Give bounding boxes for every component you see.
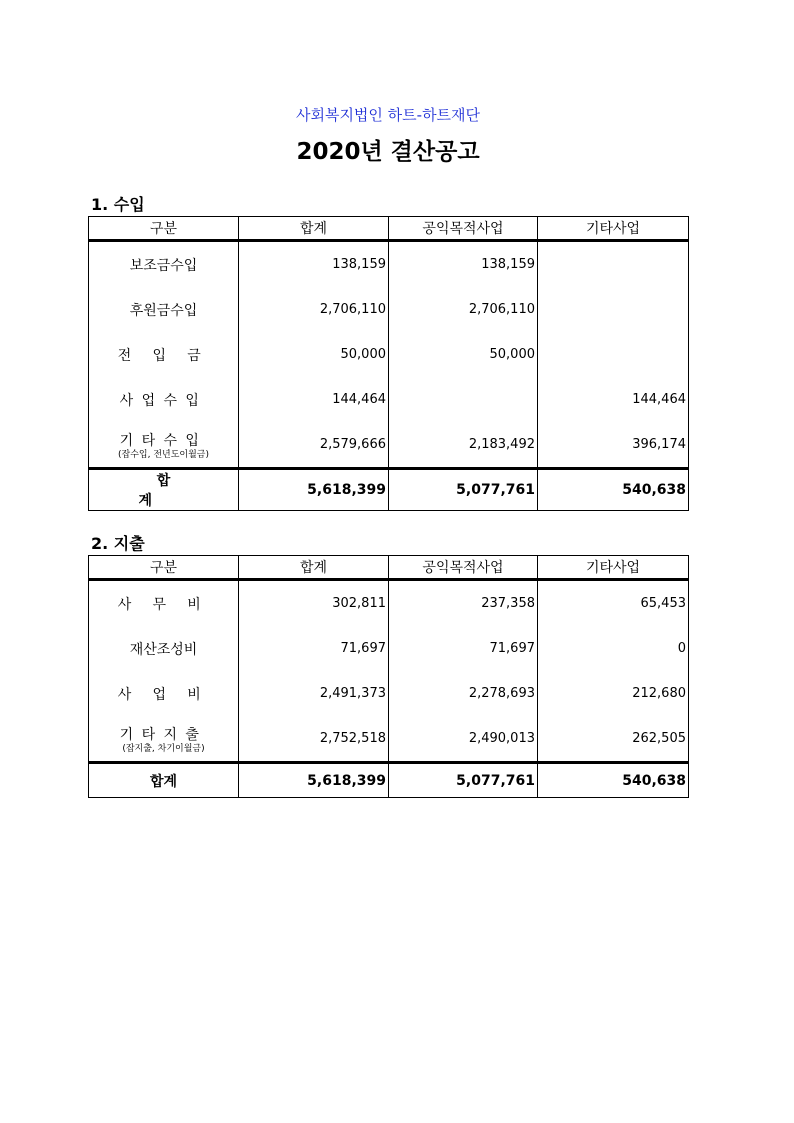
total-other: 540,638 [538, 469, 689, 511]
cell-other: 262,505 [538, 716, 689, 763]
cell-public: 71,697 [389, 626, 538, 671]
table-row [89, 422, 689, 469]
cell-public: 138,159 [389, 241, 538, 288]
total-label [89, 763, 239, 798]
expense-table [88, 555, 689, 798]
row-label-text: 사 업 비 [117, 686, 210, 703]
row-label-text: 사업수입 [119, 392, 208, 409]
header-other-business: 기타사업 [538, 556, 689, 580]
cell-public [389, 377, 538, 422]
row-label-text: 기타수입 [119, 432, 208, 449]
cell-public: 2,490,013 [389, 716, 538, 763]
header-category: 구분 [89, 556, 239, 580]
row-label-text: 재산조성비 [129, 641, 198, 658]
cell-other [538, 287, 689, 332]
total-label [89, 469, 239, 511]
row-label [89, 332, 239, 377]
row-label-text: 보조금수입 [129, 257, 198, 274]
cell-total: 50,000 [239, 332, 389, 377]
total-sum: 5,618,399 [239, 763, 389, 798]
cell-other: 0 [538, 626, 689, 671]
cell-total: 2,752,518 [239, 716, 389, 763]
total-public: 5,077,761 [389, 469, 538, 511]
total-row [89, 469, 689, 511]
row-label-text: 후원금수입 [129, 302, 198, 319]
total-label-text: 합계 [149, 773, 178, 790]
row-label [89, 671, 239, 716]
total-sum: 5,618,399 [239, 469, 389, 511]
cell-public: 2,278,693 [389, 671, 538, 716]
cell-public: 50,000 [389, 332, 538, 377]
header-public-business: 공익목적사업 [389, 217, 538, 241]
table-row [89, 377, 689, 422]
row-label [89, 287, 239, 332]
cell-public: 237,358 [389, 580, 538, 627]
header-other-business: 기타사업 [538, 217, 689, 241]
row-label-text: 사 무 비 [117, 596, 210, 613]
header-total: 합계 [239, 217, 389, 241]
page-title: 2020년 결산공고 [296, 139, 480, 165]
total-row [89, 763, 689, 798]
income-heading: 1. 수입 [91, 195, 145, 214]
header-category: 구분 [89, 217, 239, 241]
cell-other: 212,680 [538, 671, 689, 716]
cell-total: 2,491,373 [239, 671, 389, 716]
header-total: 합계 [239, 556, 389, 580]
table-row [89, 287, 689, 332]
table-row [89, 332, 689, 377]
table-row [89, 626, 689, 671]
table-row [89, 671, 689, 716]
cell-total: 138,159 [239, 241, 389, 288]
row-label [89, 377, 239, 422]
cell-total: 2,706,110 [239, 287, 389, 332]
table-row [89, 716, 689, 763]
total-label-text: 합 계 [138, 473, 207, 509]
cell-other: 65,453 [538, 580, 689, 627]
row-label-text: 기타지출 [119, 726, 208, 743]
table-row [89, 241, 689, 288]
row-label-note: (잡수입, 전년도이월금) [118, 449, 209, 460]
row-label [89, 241, 239, 288]
cell-total: 71,697 [239, 626, 389, 671]
cell-other: 396,174 [538, 422, 689, 469]
income-table [88, 216, 689, 511]
total-public: 5,077,761 [389, 763, 538, 798]
total-other: 540,638 [538, 763, 689, 798]
cell-total: 144,464 [239, 377, 389, 422]
row-label-text: 전 입 금 [117, 347, 210, 364]
expense-heading: 2. 지출 [91, 534, 145, 553]
row-label [89, 580, 239, 627]
cell-public: 2,183,492 [389, 422, 538, 469]
cell-total: 302,811 [239, 580, 389, 627]
cell-public: 2,706,110 [389, 287, 538, 332]
organization-name: 사회복지법인 하트-하트재단 [295, 106, 481, 124]
row-label-note: (잡지출, 차기이월금) [122, 743, 205, 754]
row-label [89, 716, 239, 763]
cell-other [538, 332, 689, 377]
cell-other: 144,464 [538, 377, 689, 422]
row-label [89, 626, 239, 671]
header-public-business: 공익목적사업 [389, 556, 538, 580]
table-row [89, 580, 689, 627]
expense-header-row [89, 556, 689, 580]
cell-other [538, 241, 689, 288]
row-label [89, 422, 239, 469]
cell-total: 2,579,666 [239, 422, 389, 469]
income-header-row [89, 217, 689, 241]
